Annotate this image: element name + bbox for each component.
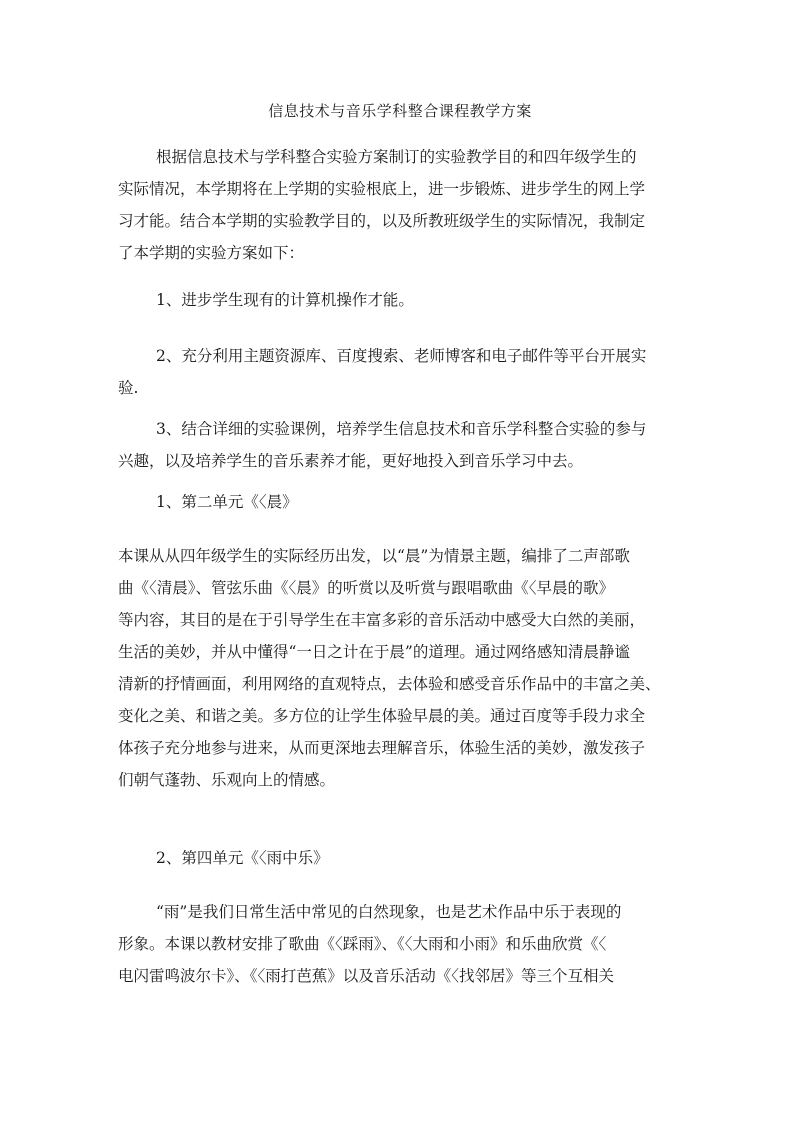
paragraph-line: 根据信息技术与学科整合实验方案制订的实验教学目的和四年级学生的 <box>156 148 637 166</box>
section-heading: 2、第四单元《〈雨中乐》 <box>156 849 329 867</box>
paragraph-line: 了本学期的实验方案如下： <box>118 244 305 262</box>
paragraph-line: 习才能。结合本学期的实验教学目的，以及所教班级学生的实际情况，我制定 <box>118 212 646 230</box>
unit1-body <box>118 540 663 796</box>
paragraph-line: 验. <box>118 379 139 397</box>
paragraph-line: 体孩子充分地参与进来，从而更深地去理解音乐，体验生活的美妙，激发孩子 <box>118 739 646 757</box>
paragraph-line: 2、充分利用主题资源库、百度搜索、老师博客和电子邮件等平台开展实 <box>156 347 647 365</box>
paragraph-line: 清新的抒情画面，利用网络的直观特点，去体验和感受音乐作品中的丰富之美、 <box>118 675 661 693</box>
unit1-heading <box>118 486 663 518</box>
goal-1 <box>118 284 663 316</box>
paragraph-line: 电闪雷鸣波尔卡》、《〈雨打芭蕉》以及音乐活动《〈找邻居》等三个互相关 <box>118 967 615 985</box>
paragraph-line: 兴趣，以及培养学生的音乐素养才能，更好地投入到音乐学习中去。 <box>118 452 584 470</box>
unit2-heading <box>118 842 663 874</box>
paragraph-line: 实际情况，本学期将在上学期的实验根底上，进一步锻炼、进步学生的网上学 <box>118 180 646 198</box>
paragraph-line: 曲《〈清晨》、管弦乐曲《〈晨》的听赏以及听赏与跟唱歌曲《〈早晨的歌》 <box>118 579 615 597</box>
paragraph-line: 1、进步学生现有的计算机操作才能。 <box>156 291 414 309</box>
paragraph-line: 变化之美、和谐之美。多方位的让学生体验早晨的美。通过百度等手段力求全 <box>118 707 646 725</box>
goal-3 <box>118 413 663 477</box>
paragraph-line: 等内容，其目的是在于引导学生在丰富多彩的音乐活动中感受大白然的美丽， <box>118 611 646 629</box>
paragraph-line: “雨”是我们日常生活中常见的白然现象，也是艺术作品中乐于表现的 <box>156 903 622 921</box>
paragraph-line: 本课从从四年级学生的实际经历出发，以“晨”为情景主题，编排了二声部歌 <box>118 547 630 565</box>
goal-2 <box>118 340 663 404</box>
paragraph-line: 3、结合详细的实验课例，培养学生信息技术和音乐学科整合实验的参与 <box>156 420 647 438</box>
document-title: 信息技术与音乐学科整合课程教学方案 <box>268 102 532 120</box>
unit2-body <box>118 896 663 992</box>
intro-paragraph <box>118 141 663 269</box>
paragraph-line: 生活的美妙，并从中懂得“一日之计在于晨”的道理。通过网络感知清晨静谧 <box>118 643 630 661</box>
section-heading: 1、第二单元《〈晨》 <box>156 493 298 511</box>
paragraph-line: 们朝气蓬勃、乐观向上的情感。 <box>118 771 336 789</box>
paragraph-line: 形象。本课以教材安排了歌曲《〈踩雨》、《〈大雨和小雨》和乐曲欣赏《〈 <box>118 935 607 953</box>
